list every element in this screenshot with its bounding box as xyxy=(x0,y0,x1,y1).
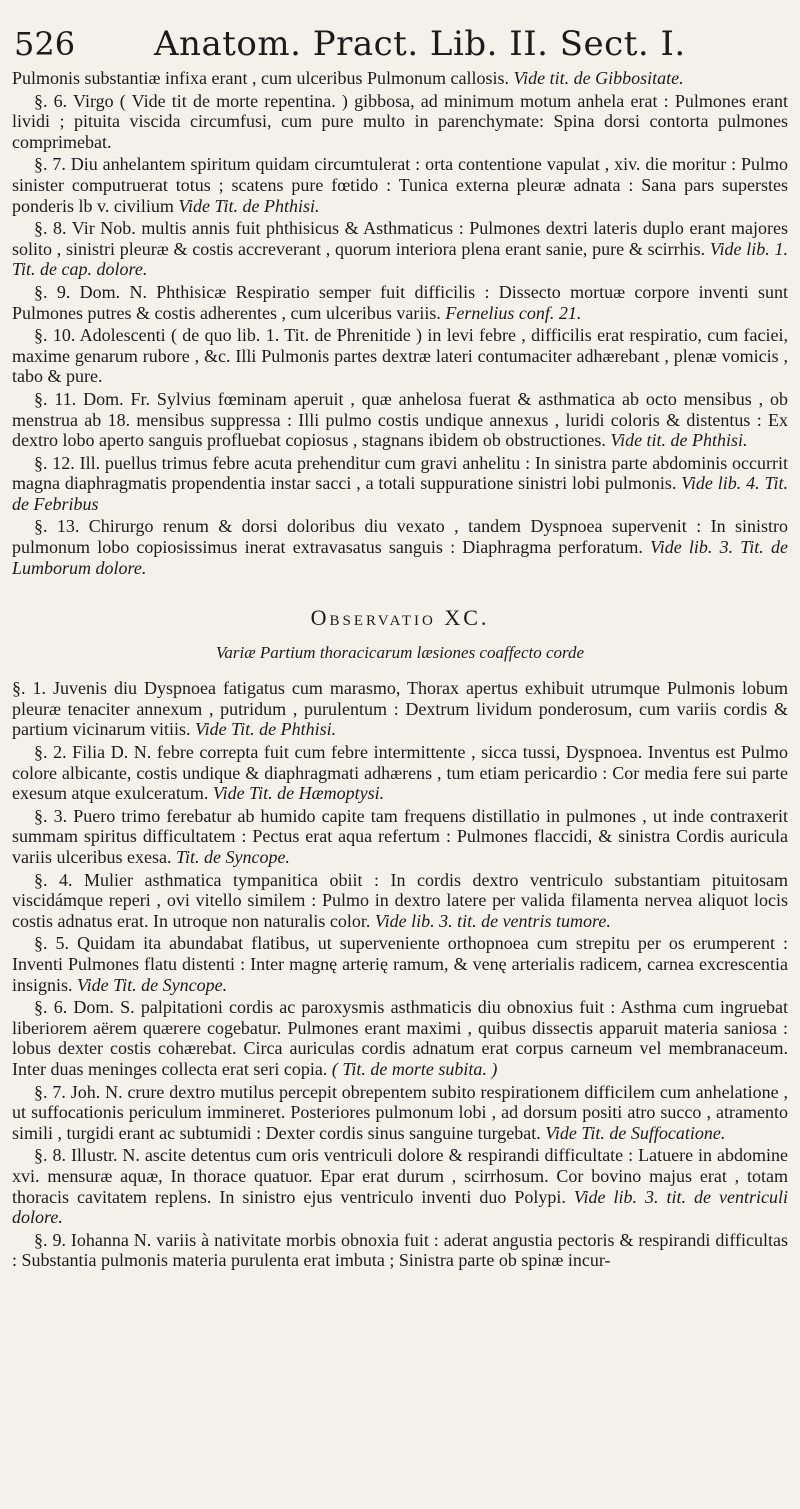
paragraph: §. 5. Quidam ita abundabat flatibus, ut superveniente orthopnoea cum strepitu per os erumperent : Inventi Pulmones flatu distenti : Inter magnę arterię ramum, & venę arterialis radicem, carnea excrescentia insignis. Vide Tit. de Syncope. xyxy=(12,933,788,995)
paragraph: §. 8. Illustr. N. ascite detentus cum oris ventriculi dolore & respirandi difficultate : Latuere in abdomine xvi. mensuræ aquæ, In thorace quatuor. Epar erat durum , scirrhosum. Cor bovino majus erat , totam thoracis cavitatem replens. In sinistro ejus ventriculo inventi duo Polypi. Vide lib. 3. tit. de ventriculi dolore. xyxy=(12,1145,788,1228)
paragraph: §. 12. Ill. puellus trimus febre acuta prehenditur cum gravi anhelitu : In sinistra parte abdominis occurrit magna diaphragmatis propendentia instar sacci , a totali suppuratione sinistri lobi pulmonis. Vide lib. 4. Tit. de Febribus xyxy=(12,452,788,514)
paragraph: §. 11. Dom. Fr. Sylvius fœminam aperuit , quæ anhelosa fuerat & asthmatica ab octo mensibus , ob menstrua ab 18. mensibus suppressa : Illi pulmo costis undique annexus , luridi coloris & distentus : Ex dextro lobo aperto sanguis profluebat copiosus , stagnans ibidem ob obstructiones. Vide tit. de Phthisi. xyxy=(12,388,788,451)
paragraph: §. 7. Diu anhelantem spiritum quidam circumtulerat : orta contentione vapulat , xiv. die moritur : Pulmo sinister computruerat totus ; scatens pure fœtido : Tunica externa pleuræ adnata : Sana pars superstes ponderis lb v. civilium Vide Tit. de Phthisi. xyxy=(12,154,788,216)
paragraph: §. 13. Chirurgo renum & dorsi doloribus diu vexato , tandem Dyspnoea supervenit : In sinistro pulmonum lobo copiosissimus inerat extravasatus sanguis : Diaphragma perforatum. Vide lib. 3. Tit. de Lumborum dolore. xyxy=(12,516,788,578)
paragraph: §. 9. Dom. N. Phthisicæ Respiratio semper fuit difficilis : Dissecto mortuæ corpore inventi sunt Pulmones putres & costis adherentes , cum ulceribus variis. Fernelius conf. 21. xyxy=(12,281,788,323)
paragraph: §. 2. Filia D. N. febre correpta fuit cum febre intermittente , sicca tussi, Dyspnoea. Inventus est Pulmo colore albicante, costis undique & diaphragmati adhærens , tum etiam pericardio : Cor media fere sui parte exesum atque exulceratum. Vide Tit. de Hæmoptysi. xyxy=(12,742,788,804)
paragraph: §. 4. Mulier asthmatica tympanitica obiit : In cordis dextro ventriculo substantiam pituitosam viscidámque reperi , ovi vitello similem : Pulmo in dextro latere per valida filamenta nervea aliquot locis costis adnatus erat. In utroque non naturalis color. Vide lib. 3. tit. de ventris tumore. xyxy=(12,869,788,931)
observation-subtitle: Variæ Partium thoracicarum læsiones coaffecto corde xyxy=(215,643,585,663)
page-number: 526 xyxy=(14,25,76,63)
body-text xyxy=(12,68,788,1504)
paragraph: §. 3. Puero trimo ferebatur ab humido capite tam frequens distillatio in pulmones , ut inde contraxerit summam spiritus difficultatem : Pectus erat aqua refertum : Pulmones flaccidi, & sinistra Cordis auricula variis ulceribus exesa. Tit. de Syncope. xyxy=(12,805,788,867)
paragraph: §. 6. Virgo ( Vide tit de morte repentina. ) gibbosa, ad minimum motum anhela erat : Pulmones erant lividi ; pituita viscida circumfusi, cum pure multo in parenchymate: Spina dorsi contorta pulmones comprimebat. xyxy=(12,90,788,152)
paragraph: Pulmonis substantiæ infixa erant , cum ulceribus Pulmonum callosis. Vide tit. de Gibbositate. xyxy=(12,68,684,88)
paragraph: §. 9. Iohanna N. variis à nativitate morbis obnoxia fuit : aderat angustia pectoris & respirandi difficultas : Substantia pulmonis materia purulenta erat imbuta ; Sinistra parte ob spinæ incur- xyxy=(12,1229,788,1271)
paragraph: §. 8. Vir Nob. multis annis fuit phthisicus & Asthmaticus : Pulmones dextri lateris duplo erant majores solito , sinistri pleuræ & costis accreverant , quorum interiora plena erant sanie, pure & scirrhis. Vide lib. 1. Tit. de cap. dolore. xyxy=(12,218,788,280)
paragraph: §. 6. Dom. S. palpitationi cordis ac paroxysmis asthmaticis diu obnoxius fuit : Asthma cum ingruebat liberiorem aërem quærere cogebatur. Pulmones erant maximi , quibus dissectis apparuit materia saniosa : lobus dexter costis cohærebat. Circa auriculas cordis adnatum erat corpus carneum vel membranaceum. Inter duas meninges collecta erat seri copia. ( Tit. de morte subita. ) xyxy=(12,997,788,1079)
paragraph: §. 1. Juvenis diu Dyspnoea fatigatus cum marasmo, Thorax apertus exhibuit utrumque Pulmonis lobum pleuræ tenaciter annexum , putridum , purulentum : Dextrum lividum ponderosum, cum variis cordis & partium vicinarum vitiis. Vide Tit. de Phthisi. xyxy=(12,678,788,740)
running-title: Anatom. Pract. Lib. II. Sect. I. xyxy=(154,24,686,64)
paragraph: §. 10. Adolescenti ( de quo lib. 1. Tit. de Phrenitide ) in levi febre , difficilis erat respiratio, cum faciei, maxime genarum rubore , &c. Illi Pulmonis partes dextræ lateri contumaciter adhærebant , plenæ vomicis , tabo & pure. xyxy=(12,325,788,387)
page-header xyxy=(14,16,794,76)
paragraph: §. 7. Joh. N. crure dextro mutilus percepit obrepentem subito respirationem difficilem cum anhelatione , ut suffocationis periculum immineret. Posteriores pulmonum lobi , ad dorsum positi atro succo , atramento simili , turgidi erant ac subtumidi : Dexter cordis sinus sanguine turgebat. Vide Tit. de Suffocatione. xyxy=(12,1081,788,1143)
observation-title: Observatio XC. xyxy=(310,605,490,631)
